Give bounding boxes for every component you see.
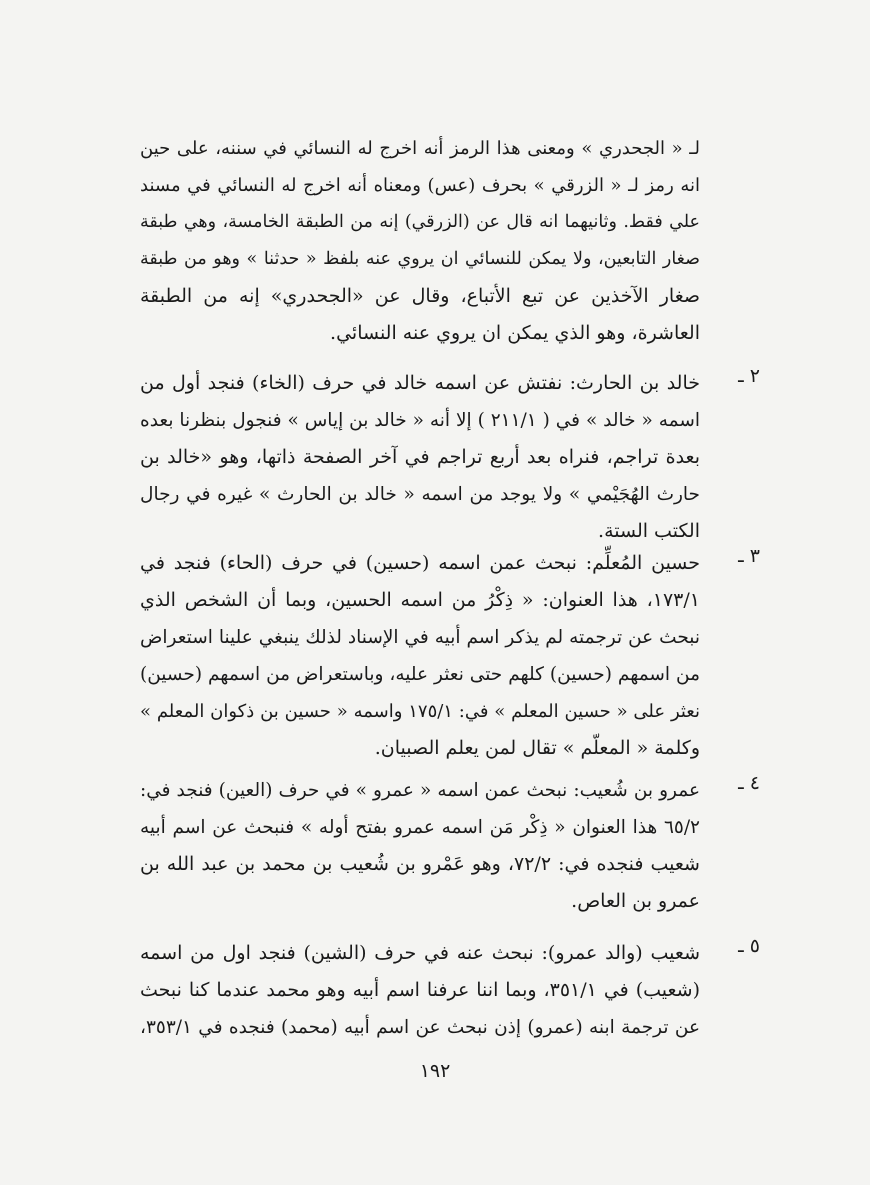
text-line: اسمه « خالد » في ( ٢١١/١ ) إلا أنه « خالد بن إياس » فنجول بنظرنا بعده [140, 410, 701, 431]
item-number: ٤ ـ [738, 772, 760, 794]
text-line: بعدة تراجم، فنراه بعد أربع تراجم في آخر الصفحة ذاتها، وهو «خالد بن [140, 446, 700, 468]
list-item-2 [140, 365, 760, 550]
text-line: حارث الهُجَيْمي » ولا يوجد من اسمه « خالد بن الحارث » غيره في رجال [140, 484, 700, 505]
item-number: ٢ ـ [738, 365, 760, 387]
text-line: حسين المُعلِّم: نبحث عمن اسمه (حسين) في حرف (الحاء) فنجد في [140, 552, 700, 574]
item-number: ٣ ـ [738, 545, 760, 567]
text-line: (شعيب) في ٣٥١/١، وبما اننا عرفنا اسم أبيه وهو محمد عندما كنا نبحث [140, 979, 700, 1001]
list-item-5 [140, 935, 760, 1046]
intro-paragraph [140, 130, 700, 352]
list-item-3 [140, 545, 760, 767]
text-line: لـ « الجحدري » ومعنى هذا الرمز أنه اخرج له النسائي في سننه، على حين [140, 138, 700, 159]
text-line: عن ترجمة ابنه (عمرو) إذن نبحث عن اسم أبيه (محمد) فنجده في ٣٥٣/١، [140, 1017, 700, 1038]
page-number: ١٩٢ [419, 1060, 451, 1082]
text-line: شعيب (والد عمرو): نبحث عنه في حرف (الشين) فنجد اول من اسمه [140, 942, 700, 964]
text-line: علي فقط. وثانيهما انه قال عن (الزرقي) إنه من الطبقة الخامسة، وهي طبقة [140, 212, 700, 232]
list-item-4 [140, 772, 760, 920]
text-line: شعيب فنجده في: ٧٢/٢، وهو عَمْرو بن شُعيب بن محمد بن عبد الله بن [140, 853, 700, 875]
text-line: عمرو بن شُعيب: نبحث عمن اسمه « عمرو » في حرف (العين) فنجد في: [140, 780, 700, 801]
item-number: ٥ ـ [738, 935, 760, 957]
text-line: عمرو بن العاص. [571, 890, 700, 912]
text-line: الكتب الستة. [598, 520, 700, 542]
text-line: خالد بن الحارث: نفتش عن اسمه خالد في حرف (الخاء) فنجد أول من [140, 372, 700, 394]
text-line: نعثر على « حسين المعلم » في: ١٧٥/١ واسمه « حسين بن ذكوان المعلم » [140, 701, 700, 722]
text-line: انه رمز لـ « الزرقي » بحرف (عس) ومعناه أنه اخرج له النسائي في مسند [140, 175, 700, 196]
text-line: صغار التابعين، ولا يمكن للنسائي ان يروي عنه بلفظ « حدثنا » وهو من طبقة [140, 249, 700, 269]
text-line: وكلمة « المعلّم » تقال لمن يعلم الصبيان. [374, 737, 700, 759]
text-line: من اسمهم (حسين) كلهم حتى نعثر عليه، وباستعراض من اسمهم (حسين) [140, 664, 700, 685]
text-line: ١٧٣/١، هذا العنوان: « ذِكْرُ من اسمه الحسين، وبما أن الشخص الذي [140, 589, 700, 611]
text-line: ٦٥/٢ هذا العنوان « ذِكْر مَن اسمه عمرو بفتح أوله » فنبحث عن اسم أبيه [140, 817, 700, 838]
text-line: صغار الآخذين عن تبع الأتباع، وقال عن «الجحدري» إنه من الطبقة [140, 285, 700, 307]
text-line: نبحث عن ترجمته لم يذكر اسم أبيه في الإسناد لذلك ينبغي علينا استعراض [140, 627, 700, 648]
text-line: العاشرة، وهو الذي يمكن ان يروي عنه النسائي. [330, 322, 700, 344]
